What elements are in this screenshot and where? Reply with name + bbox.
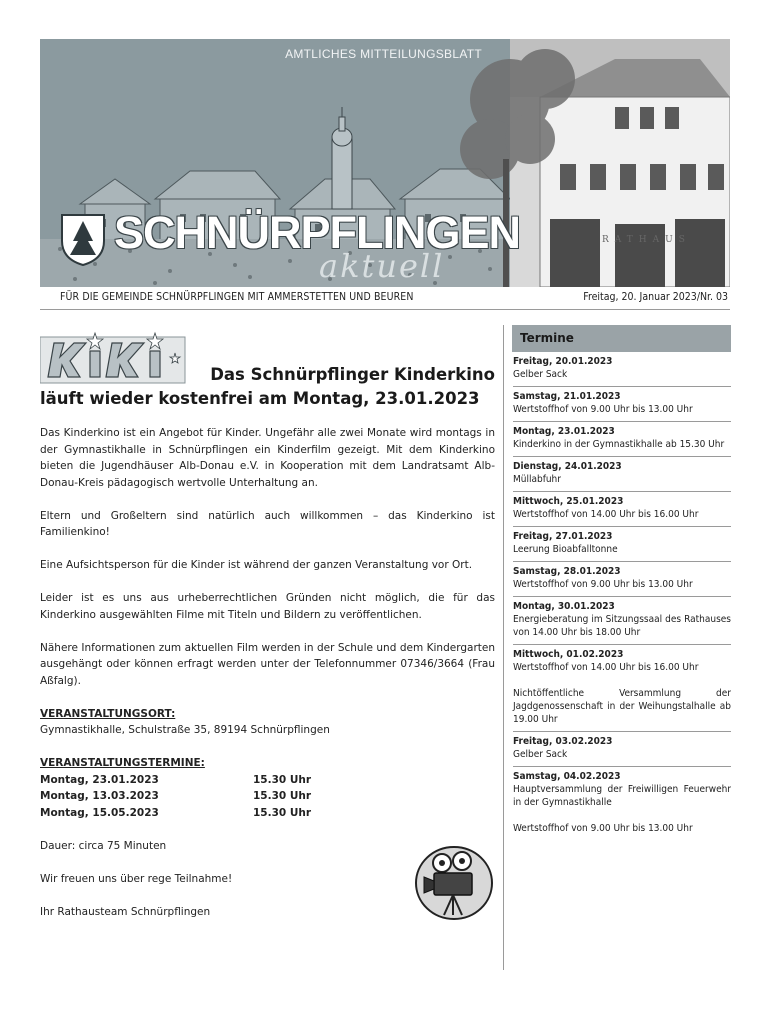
dates-block (40, 755, 495, 821)
headline-line-2: läuft wieder kostenfrei am Montag, 23.01.2023 (40, 389, 480, 408)
list-item (513, 527, 731, 562)
event-text: Wertstoffhof von 9.00 Uhr bis 13.00 Uhr (513, 579, 693, 590)
event-text: Gelber Sack (513, 749, 568, 760)
paragraph: Eine Aufsichtsperson für die Kinder ist während der ganzen Veranstaltung vor Ort. (40, 559, 473, 571)
list-item (513, 645, 731, 732)
masthead-banner (40, 39, 730, 287)
schedule-date: Montag, 23.01.2023 (40, 773, 159, 786)
schedule-time: 15.30 Uhr (253, 790, 312, 802)
event-date: Montag, 30.01.2023 (513, 601, 615, 612)
issue-info-strip (40, 287, 730, 310)
list-item (513, 732, 731, 767)
schedule-time: 15.30 Uhr (253, 806, 312, 819)
masthead-subtitle: aktuell (319, 247, 445, 285)
closing-line: Wir freuen uns über rege Teilnahme! (40, 872, 233, 885)
duration: Dauer: circa 75 Minuten (40, 839, 167, 852)
schedule-row (40, 805, 495, 822)
event-text: Leerung Bioabfalltonne (513, 544, 618, 555)
event-text: Müllabfuhr (513, 474, 561, 485)
event-text: Kinderkino in der Gymnastikhalle ab 15.30 Uhr (513, 439, 725, 450)
event-date: Samstag, 04.02.2023 (513, 771, 621, 782)
list-item (513, 387, 731, 422)
event-date: Montag, 23.01.2023 (513, 426, 615, 437)
event-date: Freitag, 27.01.2023 (513, 531, 613, 542)
event-date: Freitag, 03.02.2023 (513, 736, 613, 747)
issue-date: Freitag, 20. Januar 2023/Nr. 03 (583, 291, 728, 303)
schedule-row (40, 772, 495, 789)
community-line: FÜR DIE GEMEINDE SCHNÜRPFLINGEN MIT AMMERSTETTEN UND BEUREN (60, 291, 414, 303)
list-item (513, 562, 731, 597)
paragraph: Eltern und Großeltern sind natürlich auch willkommen – das Kinderkino ist Familienkino! (40, 509, 495, 538)
event-text: Wertstoffhof von 9.00 Uhr bis 13.00 Uhr (513, 404, 693, 415)
event-text: Gelber Sack (513, 369, 568, 380)
schedule-time: 15.30 Uhr (253, 773, 312, 786)
event-date: Dienstag, 24.01.2023 (513, 461, 622, 472)
list-item (513, 457, 731, 492)
list-item (513, 422, 731, 457)
event-text: Hauptversammlung der Freiwilligen Feuerwehr in der Gymnastikhalle (513, 784, 731, 808)
masthead-topline: AMTLICHES MITTEILUNGSBLATT (285, 47, 482, 61)
event-text: Nichtöffentliche Versammlung der Jagdgenossenschaft in der Weihungstalhalle ab 19.00 Uhr (513, 688, 731, 725)
list-item (513, 352, 731, 387)
event-date: Samstag, 21.01.2023 (513, 391, 621, 402)
coat-of-arms-icon (58, 211, 108, 267)
masthead-title: SCHNÜRPFLINGEN (114, 207, 521, 258)
film-camera-icon (412, 843, 494, 923)
list-item (513, 597, 731, 645)
termine-heading: Termine (512, 325, 731, 352)
event-date: Mittwoch, 25.01.2023 (513, 496, 624, 507)
article-headline (40, 363, 495, 411)
event-date: Samstag, 28.01.2023 (513, 566, 621, 577)
schedule-date: Montag, 13.03.2023 (40, 790, 159, 802)
event-text: Energieberatung im Sitzungssaal des Rathauses von 14.00 Uhr bis 18.00 Uhr (513, 614, 731, 638)
schedule-date: Montag, 15.05.2023 (40, 806, 159, 819)
venue-label: VERANSTALTUNGSORT: (40, 707, 176, 720)
venue-address: Gymnastikhalle, Schulstraße 35, 89194 Schnürpflingen (40, 724, 330, 736)
event-text: Wertstoffhof von 14.00 Uhr bis 16.00 Uhr (513, 509, 699, 520)
dates-label: VERANSTALTUNGSTERMINE: (40, 757, 205, 769)
event-text: Wertstoffhof von 9.00 Uhr bis 13.00 Uhr (513, 823, 693, 834)
rathaus-sign: RATHAUS (602, 235, 691, 245)
termine-sidebar (503, 325, 731, 970)
list-item (513, 492, 731, 527)
signature: Ihr Rathausteam Schnürpflingen (40, 905, 211, 918)
schedule-row (40, 788, 495, 805)
paragraph: Das Kinderkino ist ein Angebot für Kinder. Ungefähr alle zwei Monate wird montags in der Gymnastikhalle in Schnürpflingen ein Kinderfilm gezeigt. Mit dem Kinderkino bieten die Jugendhäuser Alb-Donau e.V. in Kooperation mit dem Landratsamt Alb-Donau-Kreis pädagogisch wertvolle Unterhaltung an. (40, 427, 495, 489)
event-date: Freitag, 20.01.2023 (513, 356, 613, 367)
headline-line-1: Das Schnürpflinger Kinderkino (210, 365, 495, 384)
paragraph: Leider ist es uns aus urheberrechtlichen Gründen nicht möglich, die für das Kinderkino ausgewählten Filme mit Titeln und Bildern zu veröffentlichen. (40, 592, 495, 621)
event-text: Wertstoffhof von 14.00 Uhr bis 16.00 Uhr (513, 662, 699, 673)
paragraph: Nähere Informationen zum aktuellen Film werden in der Schule und dem Kindergarten ausgehängt oder können erfragt werden unter der Telefonnummer 07346/3664 (Frau Aßfalg). (40, 641, 495, 687)
list-item (513, 767, 731, 840)
event-date: Mittwoch, 01.02.2023 (513, 649, 624, 660)
venue-block (40, 706, 495, 739)
